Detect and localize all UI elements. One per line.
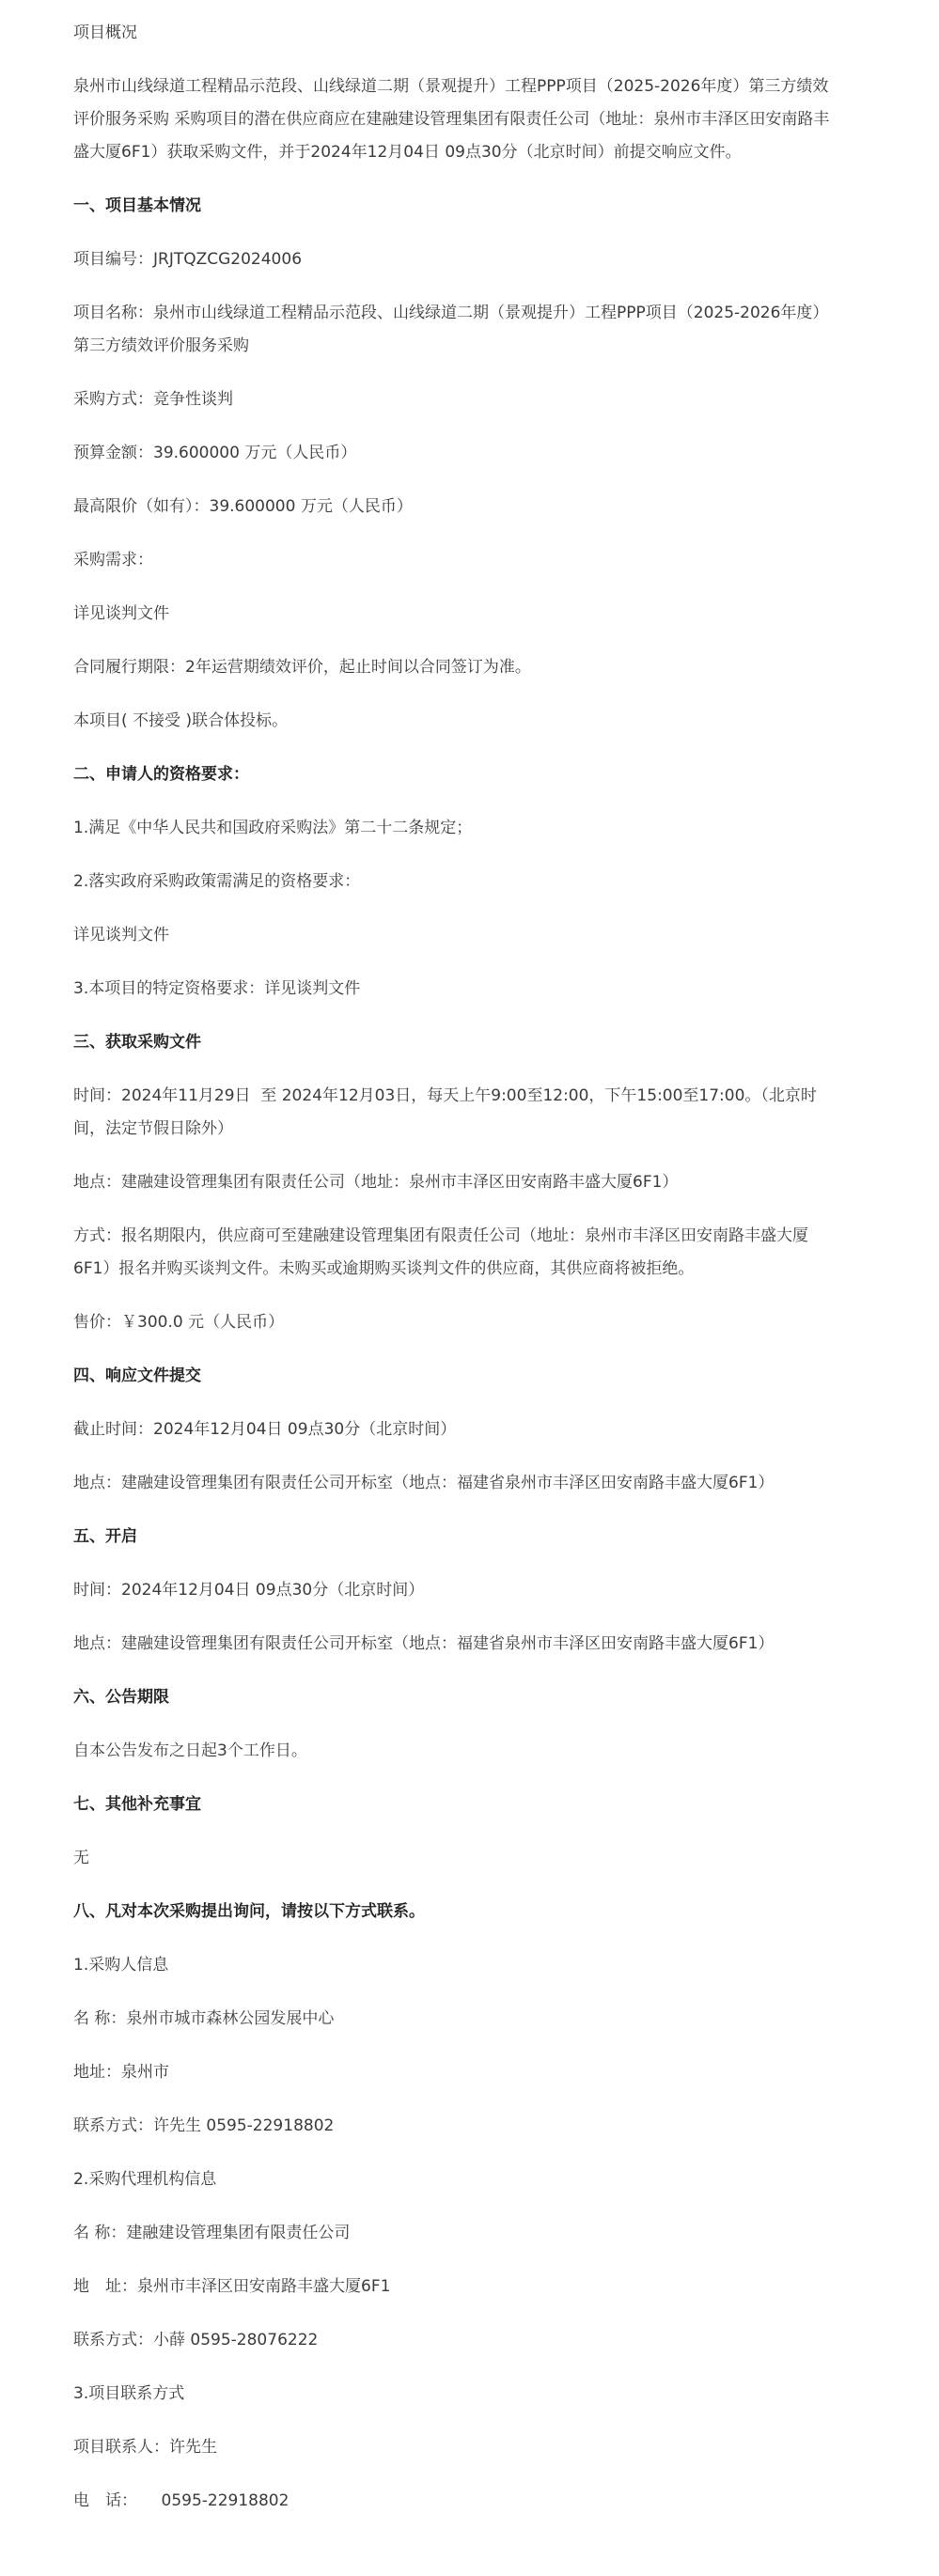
obtain-place: 地点：建融建设管理集团有限责任公司（地址：泉州市丰泽区田安南路丰盛大厦6F1）: [73, 1173, 679, 1192]
section-3-heading: 三、获取采购文件: [73, 1033, 201, 1052]
qualification-2: 2.落实政府采购政策需满足的资格要求：: [73, 872, 361, 891]
qualification-1: 1.满足《中华人民共和国政府采购法》第二十二条规定；: [73, 819, 473, 837]
project-number: 项目编号：JRJTQZCG2024006: [73, 250, 303, 269]
consortium-note: 本项目( 不接受 )联合体投标。: [73, 711, 289, 730]
contract-period: 合同履行期限：2年运营期绩效评价，起止时间以合同签订为准。: [73, 658, 531, 677]
buyer-contact: 联系方式：许先生 0595-22918802: [73, 2116, 335, 2135]
project-name: 项目名称：泉州市山线绿道工程精品示范段、山线绿道二期（景观提升）工程PPP项目（2025-2026年度）第三方绩效评价服务采购: [73, 304, 829, 355]
buyer-address: 地址：泉州市: [73, 2063, 169, 2082]
opening-time: 时间：2024年12月04日 09点30分（北京时间）: [73, 1581, 425, 1600]
other-matters: 无: [73, 1849, 89, 1867]
opening-place: 地点：建融建设管理集团有限责任公司开标室（地点：福建省泉州市丰泽区田安南路丰盛大厦6F1）: [73, 1634, 775, 1653]
procurement-method: 采购方式：竞争性谈判: [73, 390, 233, 409]
section-1-heading: 一、项目基本情况: [73, 196, 201, 215]
section-5-heading: 五、开启: [73, 1527, 137, 1546]
overview-text: 泉州市山线绿道工程精品示范段、山线绿道二期（景观提升）工程PPP项目（2025-2026年度）第三方绩效评价服务采购 采购项目的潜在供应商应在建融建设管理集团有限责任公司（地址：泉州市丰泽区田安南路丰盛大厦6F1）获取采购文件，并于2024年12月04日 09点30分（北京时间）前提交响应文件。: [73, 77, 830, 162]
submission-place: 地点：建融建设管理集团有限责任公司开标室（地点：福建省泉州市丰泽区田安南路丰盛大厦6F1）: [73, 1474, 775, 1492]
max-price: 最高限价（如有）：39.600000 万元（人民币）: [73, 497, 413, 516]
announcement-body: [73, 17, 844, 2538]
agency-contact: 联系方式：小薛 0595-28076222: [73, 2331, 319, 2350]
budget-amount: 预算金额：39.600000 万元（人民币）: [73, 444, 357, 462]
overview-title: 项目概况: [73, 23, 137, 42]
procurement-demand-text: 详见谈判文件: [73, 604, 169, 623]
obtain-time: 时间：2024年11月29日 至 2024年12月03日，每天上午9:00至12:00，下午15:00至17:00。（北京时间，法定节假日除外）: [73, 1086, 817, 1138]
qualification-2-text: 详见谈判文件: [73, 926, 169, 945]
procurement-demand-label: 采购需求：: [73, 551, 153, 570]
obtain-way: 方式：报名期限内，供应商可至建融建设管理集团有限责任公司（地址：泉州市丰泽区田安南路丰盛大厦6F1）报名并购买谈判文件。未购买或逾期购买谈判文件的供应商，其供应商将被拒绝。: [73, 1226, 808, 1278]
announcement-period: 自本公告发布之日起3个工作日。: [73, 1741, 307, 1760]
section-7-heading: 七、其他补充事宜: [73, 1795, 201, 1814]
project-contact-title: 3.项目联系方式: [73, 2384, 185, 2403]
agency-title: 2.采购代理机构信息: [73, 2170, 217, 2189]
section-6-heading: 六、公告期限: [73, 1688, 169, 1707]
submission-deadline: 截止时间：2024年12月04日 09点30分（北京时间）: [73, 1420, 457, 1439]
project-phone: 电 话： 0595-22918802: [73, 2491, 290, 2510]
project-contact-person: 项目联系人：许先生: [73, 2438, 217, 2457]
qualification-3: 3.本项目的特定资格要求：详见谈判文件: [73, 979, 361, 998]
document-price: 售价：￥300.0 元（人民币）: [73, 1313, 285, 1332]
section-8-heading: 八、凡对本次采购提出询问，请按以下方式联系。: [73, 1902, 425, 1921]
section-4-heading: 四、响应文件提交: [73, 1366, 201, 1385]
buyer-name: 名 称：泉州市城市森林公园发展中心: [73, 2009, 335, 2028]
agency-name: 名 称：建融建设管理集团有限责任公司: [73, 2224, 351, 2242]
buyer-title: 1.采购人信息: [73, 1956, 169, 1975]
section-2-heading: 二、申请人的资格要求：: [73, 765, 249, 784]
agency-address: 地 址：泉州市丰泽区田安南路丰盛大厦6F1: [73, 2277, 391, 2296]
